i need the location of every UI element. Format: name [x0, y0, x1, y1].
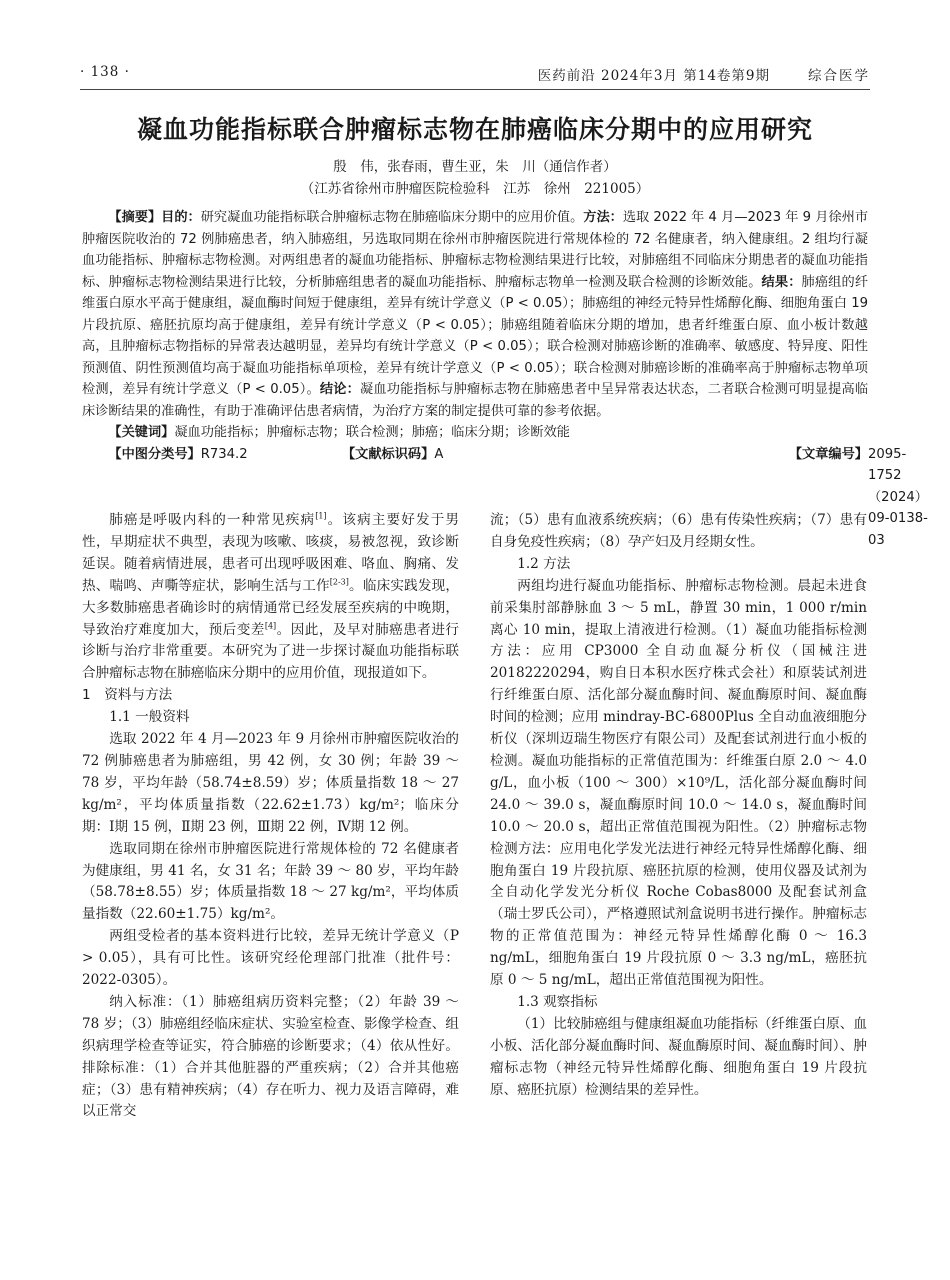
results-text: 肺癌组的纤维蛋白原水平高于健康组，凝血酶时间短于健康组，差异有统计学意义（P < 0.05）；肺癌组的神经元特异性烯醇化酶、细胞角蛋白 19 片段抗原、癌胚抗原均高于健康组，差异有统计学意义（P < 0.05）；肺癌组随着临床分期的增加，患者纤维蛋白原、血小板计数越高，且肿瘤标志物指标的异常表达越明显，差异均有统计学意义（P < 0.05）；联合检测对肺癌诊断的准确率、敏感度、特异度、阳性预测值、阴性预测值均高于凝血功能指标单项检，差异有统计学意义（P < 0.05）；联合检测对肺癌诊断的准确率高于肿瘤标志物单项检测，差异有统计学意义（P < 0.05）。 [82, 274, 869, 397]
section-heading-1: 1 资料与方法 [82, 687, 173, 704]
clc-code [108, 444, 248, 466]
article-value: 2095-1752（2024）09-0138-03 [868, 446, 928, 548]
article-label: 【文章编号】 [788, 446, 868, 462]
paragraph-1-2: 两组均进行凝血功能指标、肿瘤标志物检测。晨起未进食前采集肘部静脉血 3 ～ 5 mL，静置 30 min，1 000 r/min 离心 10 min，提取上清液进行检测。（1）凝血功能指标检测方法：应用 CP3000 全自动血凝分析仪（国械注进 20182220294，购自日本积水医疗株式会社）和原装试剂进行纤维蛋白原、活化部分凝血酶时间、凝血酶原时间、凝血酶时间的检测；应用 mindray-BC-6800Plus 全自动血液细胞分析仪（深圳迈瑞生物医疗有限公司）及配套试剂进行血小板的检测。凝血功能指标的正常值范围为：纤维蛋白原 2.0 ～ 4.0 g/L，血小板（100 ～ 300）×10⁹/L，活化部分凝血酶时间 24.0 ～ 39.0 s，凝血酶原时间 10.0 ～ 14.0 s，凝血酶时间 10.0 ～ 20.0 s，超出正常值范围视为阳性。（2）肿瘤标志物检测方法：应用电化学发光法进行神经元特异性烯醇化酶、细胞角蛋白 19 片段抗原、癌胚抗原的检测，使用仪器及试剂为全自动化学发光分析仪 Roche Cobas8000 及配套试剂盒（瑞士罗氏公司），严格遵照试剂盒说明书进行操作。肿瘤标志物的正常值范围为：神经元特异性烯醇化酶 0 ～ 16.3 ng/mL，细胞角蛋白 19 片段抗原 0 ～ 3.3 ng/mL，癌胚抗原 0 ～ 5 ng/mL，超出正常值范围视为阳性。 [490, 577, 867, 989]
doc-code [342, 444, 444, 466]
keywords [82, 422, 868, 444]
journal-info: 医药前沿 2024年3月 第14卷第9期 [537, 68, 770, 84]
paragraph-1-1-d: 纳入标准：（1）肺癌组病历资料完整；（2）年龄 39 ～ 78 岁；（3）肺癌组经临床症状、实验室检查、影像学检查、组织病理学检查等证实，符合肺癌的诊断要求；（4）依从性好。排除标准：（1）合并其他脏器的严重疾病；（2）合并其他癌症；（3）患有精神疾病；（4）存在听力、视力及语言障碍，难以正常交 [82, 993, 459, 1120]
methods-text: 选取 2022 年 4 月—2023 年 9 月徐州市肿瘤医院收治的 72 例肺癌患者，纳入肺癌组，另选取同期在徐州市肿瘤医院进行常规体检的 72 名健康者，纳入健康组。2 组均行凝血功能指标、肿瘤标志物检测。对两组患者的凝血功能指标、肿瘤标志物检测结果进行比较，对肺癌组不同临床分期患者的凝血功能指标、肿瘤标志物检测结果进行比较，分析肺癌组患者的凝血功能指标、肿瘤标志物单一检测及联合检测的诊断效能。 [82, 210, 869, 290]
clc-value: R734.2 [200, 446, 248, 462]
paper-title: 凝血功能指标联合肿瘤标志物在肺癌临床分期中的应用研究 [136, 115, 813, 144]
intro-text-d: 。因此，及早对肺癌患者进行诊断与治疗非常重要。本研究为了进一步探讨凝血功能指标联合肿瘤标志物在肺癌临床分期中的应用价值，现报道如下。 [82, 621, 459, 682]
ref-3: [4] [264, 621, 277, 630]
conclusion-text: 凝血功能指标与肿瘤标志物在肺癌患者中呈异常表达状态，二者联合检测可明显提高临床诊断结果的准确性，有助于准确评估患者病情，为治疗方案的制定提供可靠的参考依据。 [82, 382, 869, 419]
paragraph-1-1-a: 选取 2022 年 4 月—2023 年 9 月徐州市肿瘤医院收治的 72 例肺癌患者为肺癌组，男 42 例，女 30 例；年龄 39 ～ 78 岁，平均年龄（58.74±8.59）岁；体质量指数 18 ～ 27 kg/m²，平均体质量指数（22.62±1.73）kg/m²；临床分期：Ⅰ期 15 例，Ⅱ期 23 例，Ⅲ期 22 例，Ⅳ期 12 例。 [82, 731, 459, 835]
purpose-text: 研究凝血功能指标联合肿瘤标志物在肺癌临床分期中的应用价值。 [200, 210, 584, 225]
authors: 殷 伟，张春雨，曹生亚，朱 川（通信作者） [333, 159, 617, 175]
doc-value: A [434, 446, 444, 462]
doc-label: 【文献标识码】 [342, 446, 435, 462]
subsection-heading-1-1: 1.1 一般资料 [109, 709, 190, 726]
page-number: · 138 · [80, 64, 130, 80]
intro-text-a: 肺癌是呼吸内科的一种常见疾病 [109, 512, 316, 528]
intro-text-c: 。临床实践发现，大多数肺癌患者确诊时的病情通常已经发展至疾病的中晚期，导致治疗难度加大，预后变差 [82, 577, 460, 638]
header-rule [80, 89, 870, 90]
section-name: 综合医学 [808, 68, 870, 84]
keywords-text: 凝血功能指标；肿瘤标志物；联合检测；肺癌；临床分期；诊断效能 [174, 425, 570, 440]
subsection-heading-1-2: 1.2 方法 [517, 555, 571, 572]
affiliation: （江苏省徐州市肿瘤医院检验科 江苏 徐州 221005） [300, 181, 650, 197]
paragraph-1-3: （1）比较肺癌组与健康组凝血功能指标（纤维蛋白原、血小板、活化部分凝血酶时间、凝血酶原时间、凝血酶时间）、肿瘤标志物（神经元特异性烯醇化酶、细胞角蛋白 19 片段抗原、癌胚抗原）检测结果的差异性。 [490, 1015, 867, 1098]
right-column [490, 510, 867, 1101]
purpose-label: 目的： [161, 210, 201, 225]
paragraph-1-1-b: 选取同期在徐州市肿瘤医院进行常规体检的 72 名健康者为健康组，男 41 名，女 31 名；年龄 39 ～ 80 岁，平均年龄（58.78±8.55）岁；体质量指数 18 ～ 27 kg/m²，平均体质量指数（22.60±1.75）kg/m²。 [82, 840, 459, 923]
intro-text-b: 。该病主要好发于男性，早期症状不典型，表现为咳嗽、咳痰，易被忽视，致诊断延误。随着病情进展，患者可出现呼吸困难、咯血、胸痛、发热、喘鸣、声嘶等症状，影响生活与工作 [82, 512, 460, 594]
ref-1: [1] [315, 511, 327, 521]
clc-label: 【中图分类号】 [108, 446, 201, 462]
keywords-label: 【关键词】 [108, 425, 175, 440]
article-number [788, 444, 928, 548]
intro-paragraph [82, 510, 459, 685]
ref-2: [2-3] [329, 577, 349, 587]
results-label: 结果： [761, 274, 802, 290]
subsection-heading-1-3: 1.3 观察指标 [517, 993, 598, 1010]
running-header [80, 62, 870, 86]
left-column [82, 510, 459, 1123]
abstract-body [82, 207, 868, 422]
methods-label: 方法： [583, 210, 623, 225]
paragraph-1-1-c: 两组受检者的基本资料进行比较，差异无统计学意义（P > 0.05），具有可比性。该研究经伦理部门批准（批件号：2022-0305）。 [82, 928, 459, 989]
conclusion-label: 结论： [319, 382, 361, 397]
abstract-label: 【摘要】 [108, 210, 162, 225]
paragraph-1-1-e: 流；（5）患有血液系统疾病；（6）患有传染性疾病；（7）患有自身免疫性疾病；（8）孕产妇及月经期女性。 [490, 512, 867, 550]
